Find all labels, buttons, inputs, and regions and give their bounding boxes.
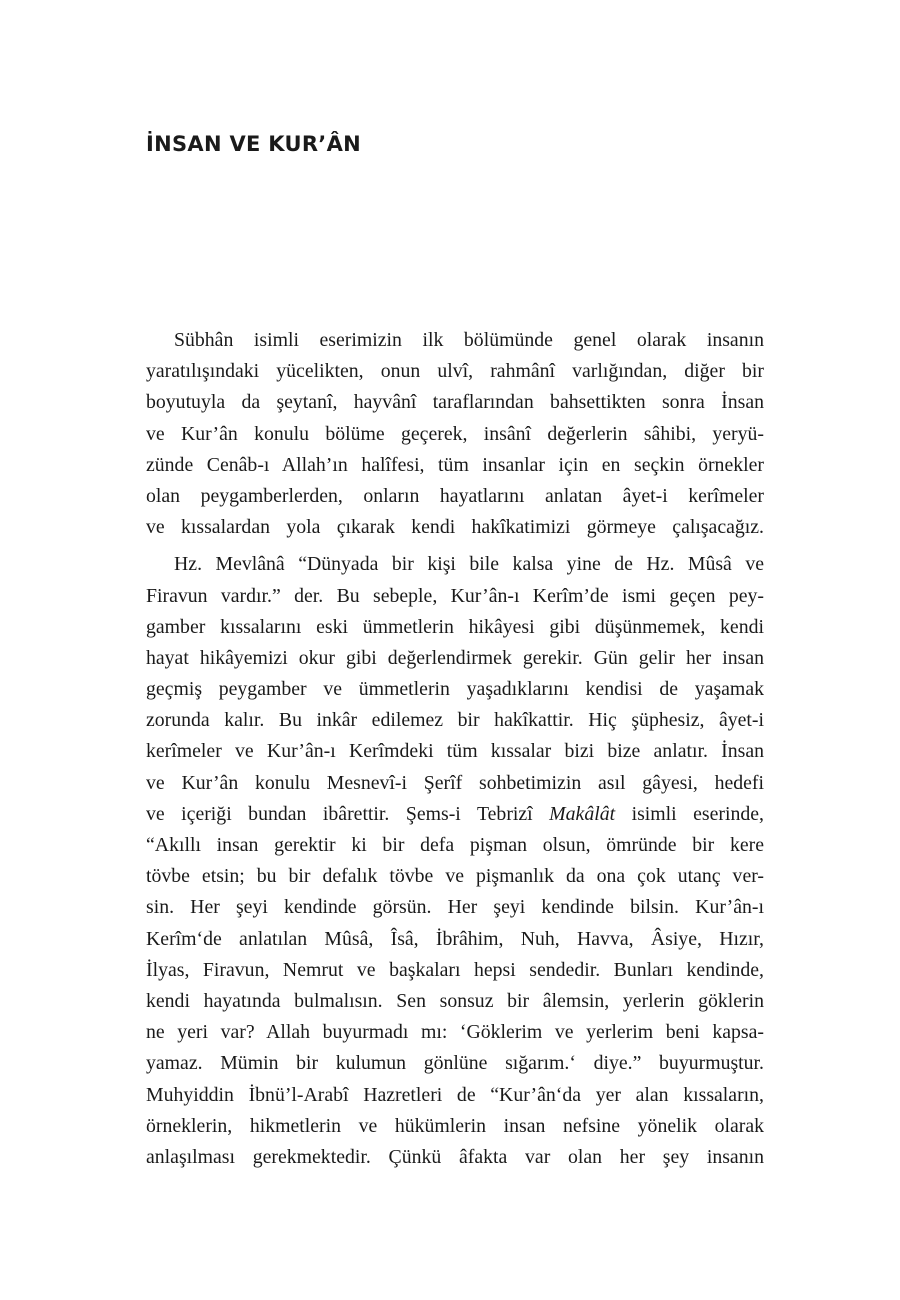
text-line: anlaşılması gerekmektedir. Çünkü âfakta var olan her şey insanın (146, 1145, 764, 1168)
text-line: zorunda kalır. Bu inkâr edilemez bir hakîkattir. Hiç şüphesiz, âyet-i (146, 709, 764, 732)
text-line: İlyas, Firavun, Nemrut ve başkaları hepsi sendedir. Bunları kendinde, (146, 958, 764, 981)
text-line: kendi hayatında bulmalısın. Sen sonsuz bir âlemsin, yerlerin göklerin (146, 989, 764, 1012)
paragraph-2 (146, 549, 764, 1173)
text-line: sin. Her şeyi kendinde görsün. Her şeyi kendinde bilsin. Kur’ân-ı (146, 896, 764, 919)
text-line: Hz. Mevlânâ “Dünyada bir kişi bile kalsa yine de Hz. Mûsâ ve (174, 553, 764, 576)
paragraph-1 (146, 325, 764, 543)
body-text (146, 325, 764, 1179)
text-line: Muhyiddin İbnü’l-Arabî Hazretleri de “Kur’ân‘da yer alan kıssaların, (146, 1083, 764, 1106)
text-line: ve Kur’ân konulu bölüme geçerek, insânî değerlerin sâhibi, yeryü- (146, 422, 764, 445)
text-line: zünde Cenâb-ı Allah’ın halîfesi, tüm insanlar için en seçkin örnekler (146, 453, 764, 476)
text-line: örneklerin, hikmetlerin ve hükümlerin insan nefsine yönelik olarak (146, 1114, 764, 1137)
chapter-title: İNSAN VE KUR’ÂN (146, 132, 361, 156)
text-line: “Akıllı insan gerektir ki bir defa pişman olsun, ömründe bir kere (146, 834, 764, 856)
text-line: ve Kur’ân konulu Mesnevî-i Şerîf sohbetimizin asıl gâyesi, hedefi (146, 771, 764, 794)
text-line: Sübhân isimli eserimizin ilk bölümünde genel olarak insanın (174, 329, 764, 351)
text-line: ne yeri var? Allah buyurmadı mı: ‘Göklerim ve yerlerim beni kapsa- (146, 1021, 764, 1044)
text-line: tövbe etsin; bu bir defalık tövbe ve pişmanlık da ona çok utanç ver- (146, 865, 764, 888)
text-line: ve kıssalardan yola çıkarak kendi hakîkatimizi görmeye çalışacağız. (146, 516, 764, 539)
text-line: hayat hikâyemizi okur gibi değerlendirmek gerekir. Gün gelir her insan (146, 646, 764, 669)
text-line: Kerîm‘de anlatılan Mûsâ, Îsâ, İbrâhim, Nuh, Havva, Âsiye, Hızır, (146, 927, 764, 950)
text-line: yamaz. Mümin bir kulumun gönlüne sığarım.‘ diye.” buyurmuştur. (146, 1052, 764, 1075)
text-line: ve içeriği bundan ibârettir. Şems-i Tebrizî Makâlât isimli eserinde, (146, 802, 764, 825)
text-line: kerîmeler ve Kur’ân-ı Kerîmdeki tüm kıssalar bizi bize anlatır. İnsan (146, 740, 764, 763)
text-line: geçmiş peygamber ve ümmetlerin yaşadıklarını kendisi de yaşamak (146, 678, 764, 701)
text-line: gamber kıssalarını eski ümmetlerin hikâyesi gibi düşünmemek, kendi (146, 615, 764, 638)
text-line: olan peygamberlerden, onların hayatlarını anlatan âyet-i kerîmeler (146, 484, 764, 507)
text-line: yaratılışındaki yücelikten, onun ulvî, rahmânî varlığından, diğer bir (146, 360, 764, 383)
text-line: Firavun vardır.” der. Bu sebeple, Kur’ân-ı Kerîm’de ismi geçen pey- (146, 584, 764, 607)
text-line: boyutuyla da şeytanî, hayvânî taraflarından bahsettikten sonra İnsan (146, 391, 764, 414)
